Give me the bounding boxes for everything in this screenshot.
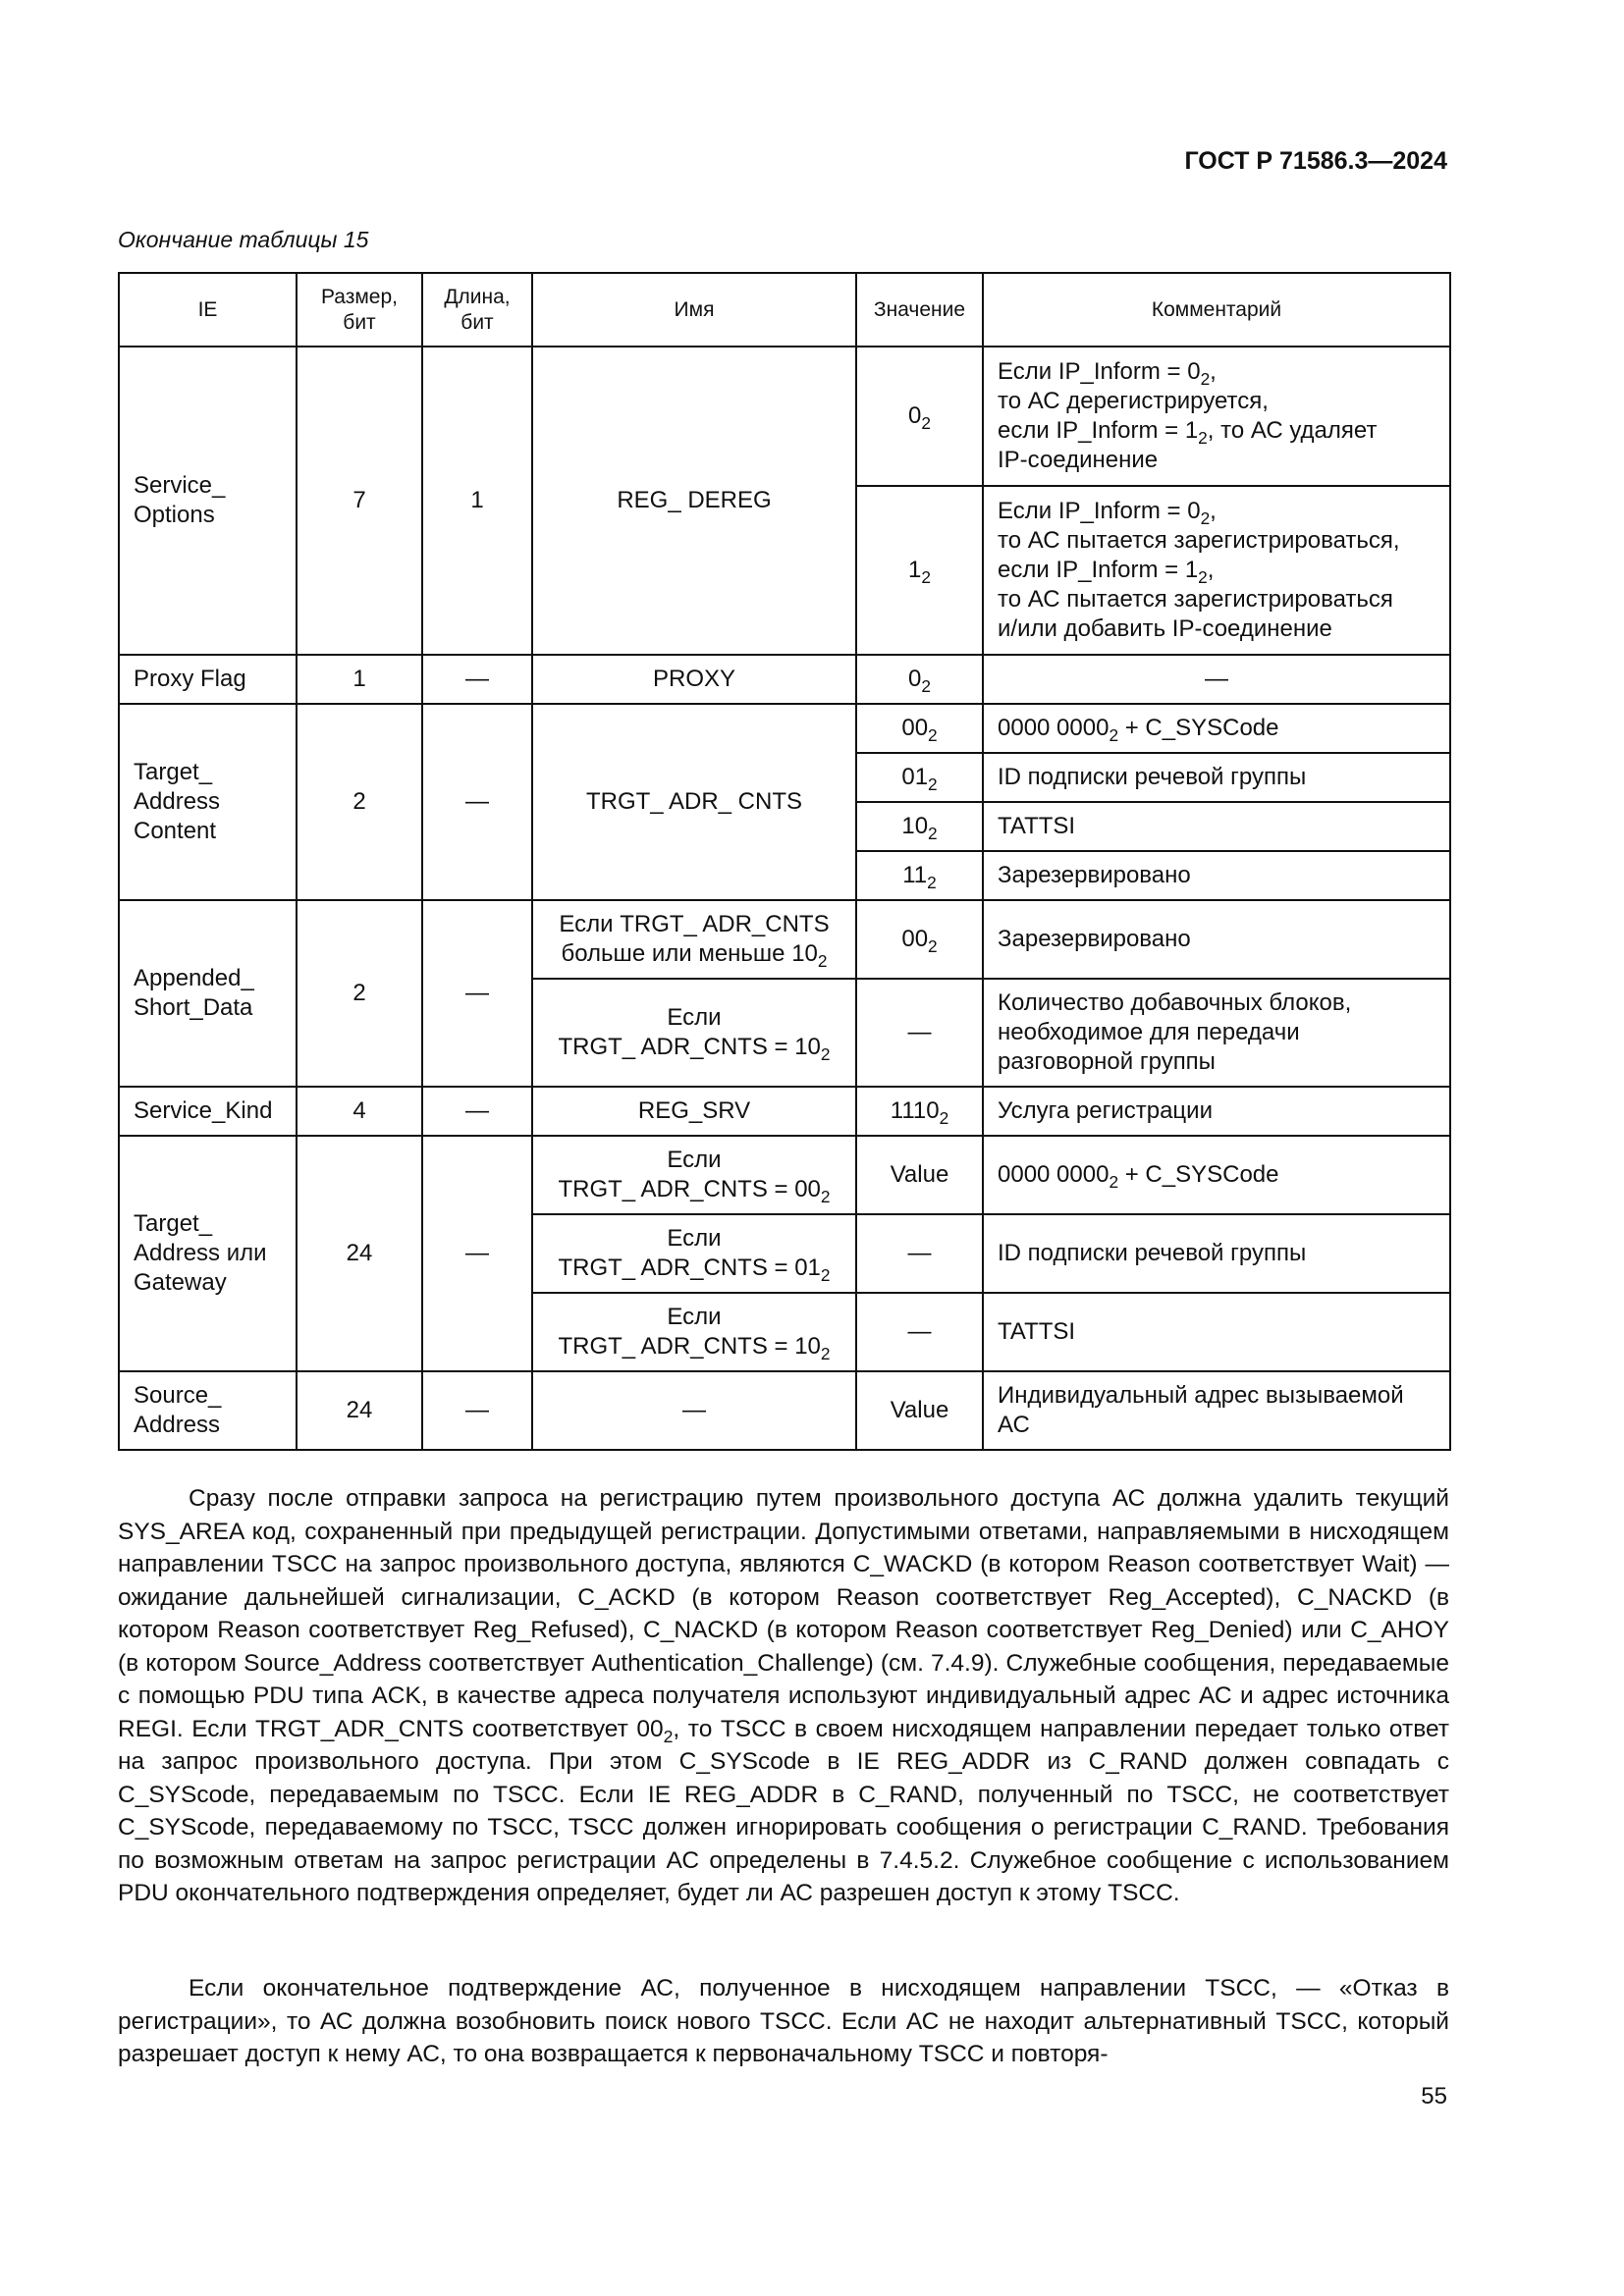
size-cell: 2	[297, 704, 422, 900]
value-cell: —	[856, 1293, 983, 1371]
comment-cell: ID подписки речевой группы	[983, 753, 1450, 802]
ie-cell: Proxy Flag	[119, 655, 297, 704]
length-cell: 1	[422, 347, 532, 655]
comment-cell: —	[983, 655, 1450, 704]
table-15	[118, 272, 1451, 1451]
comment-cell: Если IP_Inform = $0_2$, то АС дерегистрируется, если IP_Inform = $1_2$, то АС удаляет IP-соединение	[983, 347, 1450, 486]
table-row	[119, 900, 1450, 979]
length-cell: —	[422, 655, 532, 704]
col-header-ie: IE	[119, 273, 297, 347]
col-header-size: Размер, бит	[297, 273, 422, 347]
ie-cell: Target_ Address Content	[119, 704, 297, 900]
value-cell: Value	[856, 1136, 983, 1214]
col-header-comment: Комментарий	[983, 273, 1450, 347]
size-cell: 24	[297, 1371, 422, 1450]
col-header-name: Имя	[532, 273, 856, 347]
length-cell: —	[422, 704, 532, 900]
comment-cell: 0000 $0000_2$ + C_SYSCode	[983, 1136, 1450, 1214]
length-cell: —	[422, 900, 532, 1087]
size-cell: 24	[297, 1136, 422, 1371]
size-cell: 4	[297, 1087, 422, 1136]
value-cell: —	[856, 979, 983, 1087]
size-cell: 2	[297, 900, 422, 1087]
comment-cell: TATTSI	[983, 1293, 1450, 1371]
comment-cell: Зарезервировано	[983, 851, 1450, 900]
col-header-value: Значение	[856, 273, 983, 347]
value-cell: Value	[856, 1371, 983, 1450]
document-standard-header: ГОСТ Р 71586.3—2024	[1184, 147, 1447, 175]
value-cell: $11_2$	[856, 851, 983, 900]
comment-cell: 0000 $0000_2$ + C_SYSCode	[983, 704, 1450, 753]
ie-cell: Source_ Address	[119, 1371, 297, 1450]
value-cell: —	[856, 1214, 983, 1293]
table-header-row	[119, 273, 1450, 347]
size-cell: 7	[297, 347, 422, 655]
value-cell: $00_2$	[856, 900, 983, 979]
value-cell: $01_2$	[856, 753, 983, 802]
name-cell: Если TRGT_ ADR_CNTS больше или меньше $10_2$	[532, 900, 856, 979]
value-cell: $0_2$	[856, 347, 983, 486]
name-cell: REG_SRV	[532, 1087, 856, 1136]
length-cell: —	[422, 1371, 532, 1450]
length-cell: —	[422, 1136, 532, 1371]
comment-cell: Индивидуальный адрес вызываемой АС	[983, 1371, 1450, 1450]
col-header-length: Длина, бит	[422, 273, 532, 347]
ie-cell: Appended_ Short_Data	[119, 900, 297, 1087]
table-row	[119, 1087, 1450, 1136]
table-row	[119, 347, 1450, 486]
value-cell: $00_2$	[856, 704, 983, 753]
table-row	[119, 1371, 1450, 1450]
ie-cell: Service_ Options	[119, 347, 297, 655]
name-cell: Если TRGT_ ADR_CNTS = $10_2$	[532, 1293, 856, 1371]
value-cell: $0_2$	[856, 655, 983, 704]
comment-cell: Если IP_Inform = $0_2$, то АС пытается зарегистрироваться, если IP_Inform = $1_2$, то АС пытается зарегистрироваться и/или добавить IP-соединение	[983, 486, 1450, 655]
table-caption: Окончание таблицы 15	[118, 227, 369, 252]
table-row	[119, 1136, 1450, 1214]
comment-cell: TATTSI	[983, 802, 1450, 851]
name-cell: Если TRGT_ ADR_CNTS = $00_2$	[532, 1136, 856, 1214]
name-cell: PROXY	[532, 655, 856, 704]
name-cell: REG_ DEREG	[532, 347, 856, 655]
body-paragraph: Сразу после отправки запроса на регистрацию путем произвольного доступа АС должна удалить текущий SYS_AREA код, сохраненный при предыдущей регистрации. Допустимыми ответами, направляемыми в нисходящем направлении TSCC на запрос произвольного доступа, являются C_WACKD (в котором Reason соответствует Wait) — ожидание дальнейшей сигнализации, C_ACKD (в котором Reason соответствует Reg_Accepted), C_NACKD (в котором Reason соответствует Reg_Refused), C_NACKD (в котором Reason соответствует Reg_Denied) или C_AHOY (в котором Source_Address соответствует Authentication_Challenge) (см. 7.4.9). Служебные сообщения, передаваемые с помощью PDU типа ACK, в качестве адреса получателя используют индивидуальный адрес АС и адрес источника REGI. Если TRGT_ADR_CNTS соответствует $00_2$, то TSCC в своем нисходящем направлении передает только ответ на запрос произвольного доступа. При этом C_SYScode в IE REG_ADDR из C_RAND должен совпадать с C_SYScode, передаваемым по TSCC. Если IE REG_ADDR в C_RAND, полученный по TSCC, не соответствует C_SYScode, передаваемому по TSCC, TSCC должен игнорировать сообщения о регистрации C_RAND. Требования по возможным ответам на запрос регистрации АС определены в 7.4.5.2. Служебное сообщение с использованием PDU окончательного подтверждения определяет, будет ли АС разрешен доступ к этому TSCC.	[118, 1485, 1450, 1906]
length-cell: —	[422, 1087, 532, 1136]
ie-cell: Service_Kind	[119, 1087, 297, 1136]
value-cell: $1110_2$	[856, 1087, 983, 1136]
value-cell: $1_2$	[856, 486, 983, 655]
comment-cell: Зарезервировано	[983, 900, 1450, 979]
ie-cell: Target_ Address или Gateway	[119, 1136, 297, 1371]
comment-cell: ID подписки речевой группы	[983, 1214, 1450, 1293]
name-cell: Если TRGT_ ADR_CNTS = $10_2$	[532, 979, 856, 1087]
comment-cell: Услуга регистрации	[983, 1087, 1450, 1136]
body-paragraph: Если окончательное подтверждение АС, полученное в нисходящем направлении TSCC, — «Отказ в регистрации», то АС должна возобновить поиск нового TSCC. Если АС не находит альтернативный TSCC, который разрешает доступ к нему АС, то она возвращается к первоначальному TSCC и повторя-	[118, 1975, 1449, 2067]
name-cell: —	[532, 1371, 856, 1450]
comment-cell: Количество добавочных блоков, необходимое для передачи разговорной группы	[983, 979, 1450, 1087]
table-row	[119, 655, 1450, 704]
name-cell: TRGT_ ADR_ CNTS	[532, 704, 856, 900]
value-cell: $10_2$	[856, 802, 983, 851]
name-cell: Если TRGT_ ADR_CNTS = $01_2$	[532, 1214, 856, 1293]
size-cell: 1	[297, 655, 422, 704]
page-number: 55	[1421, 2083, 1447, 2109]
table-row	[119, 704, 1450, 753]
